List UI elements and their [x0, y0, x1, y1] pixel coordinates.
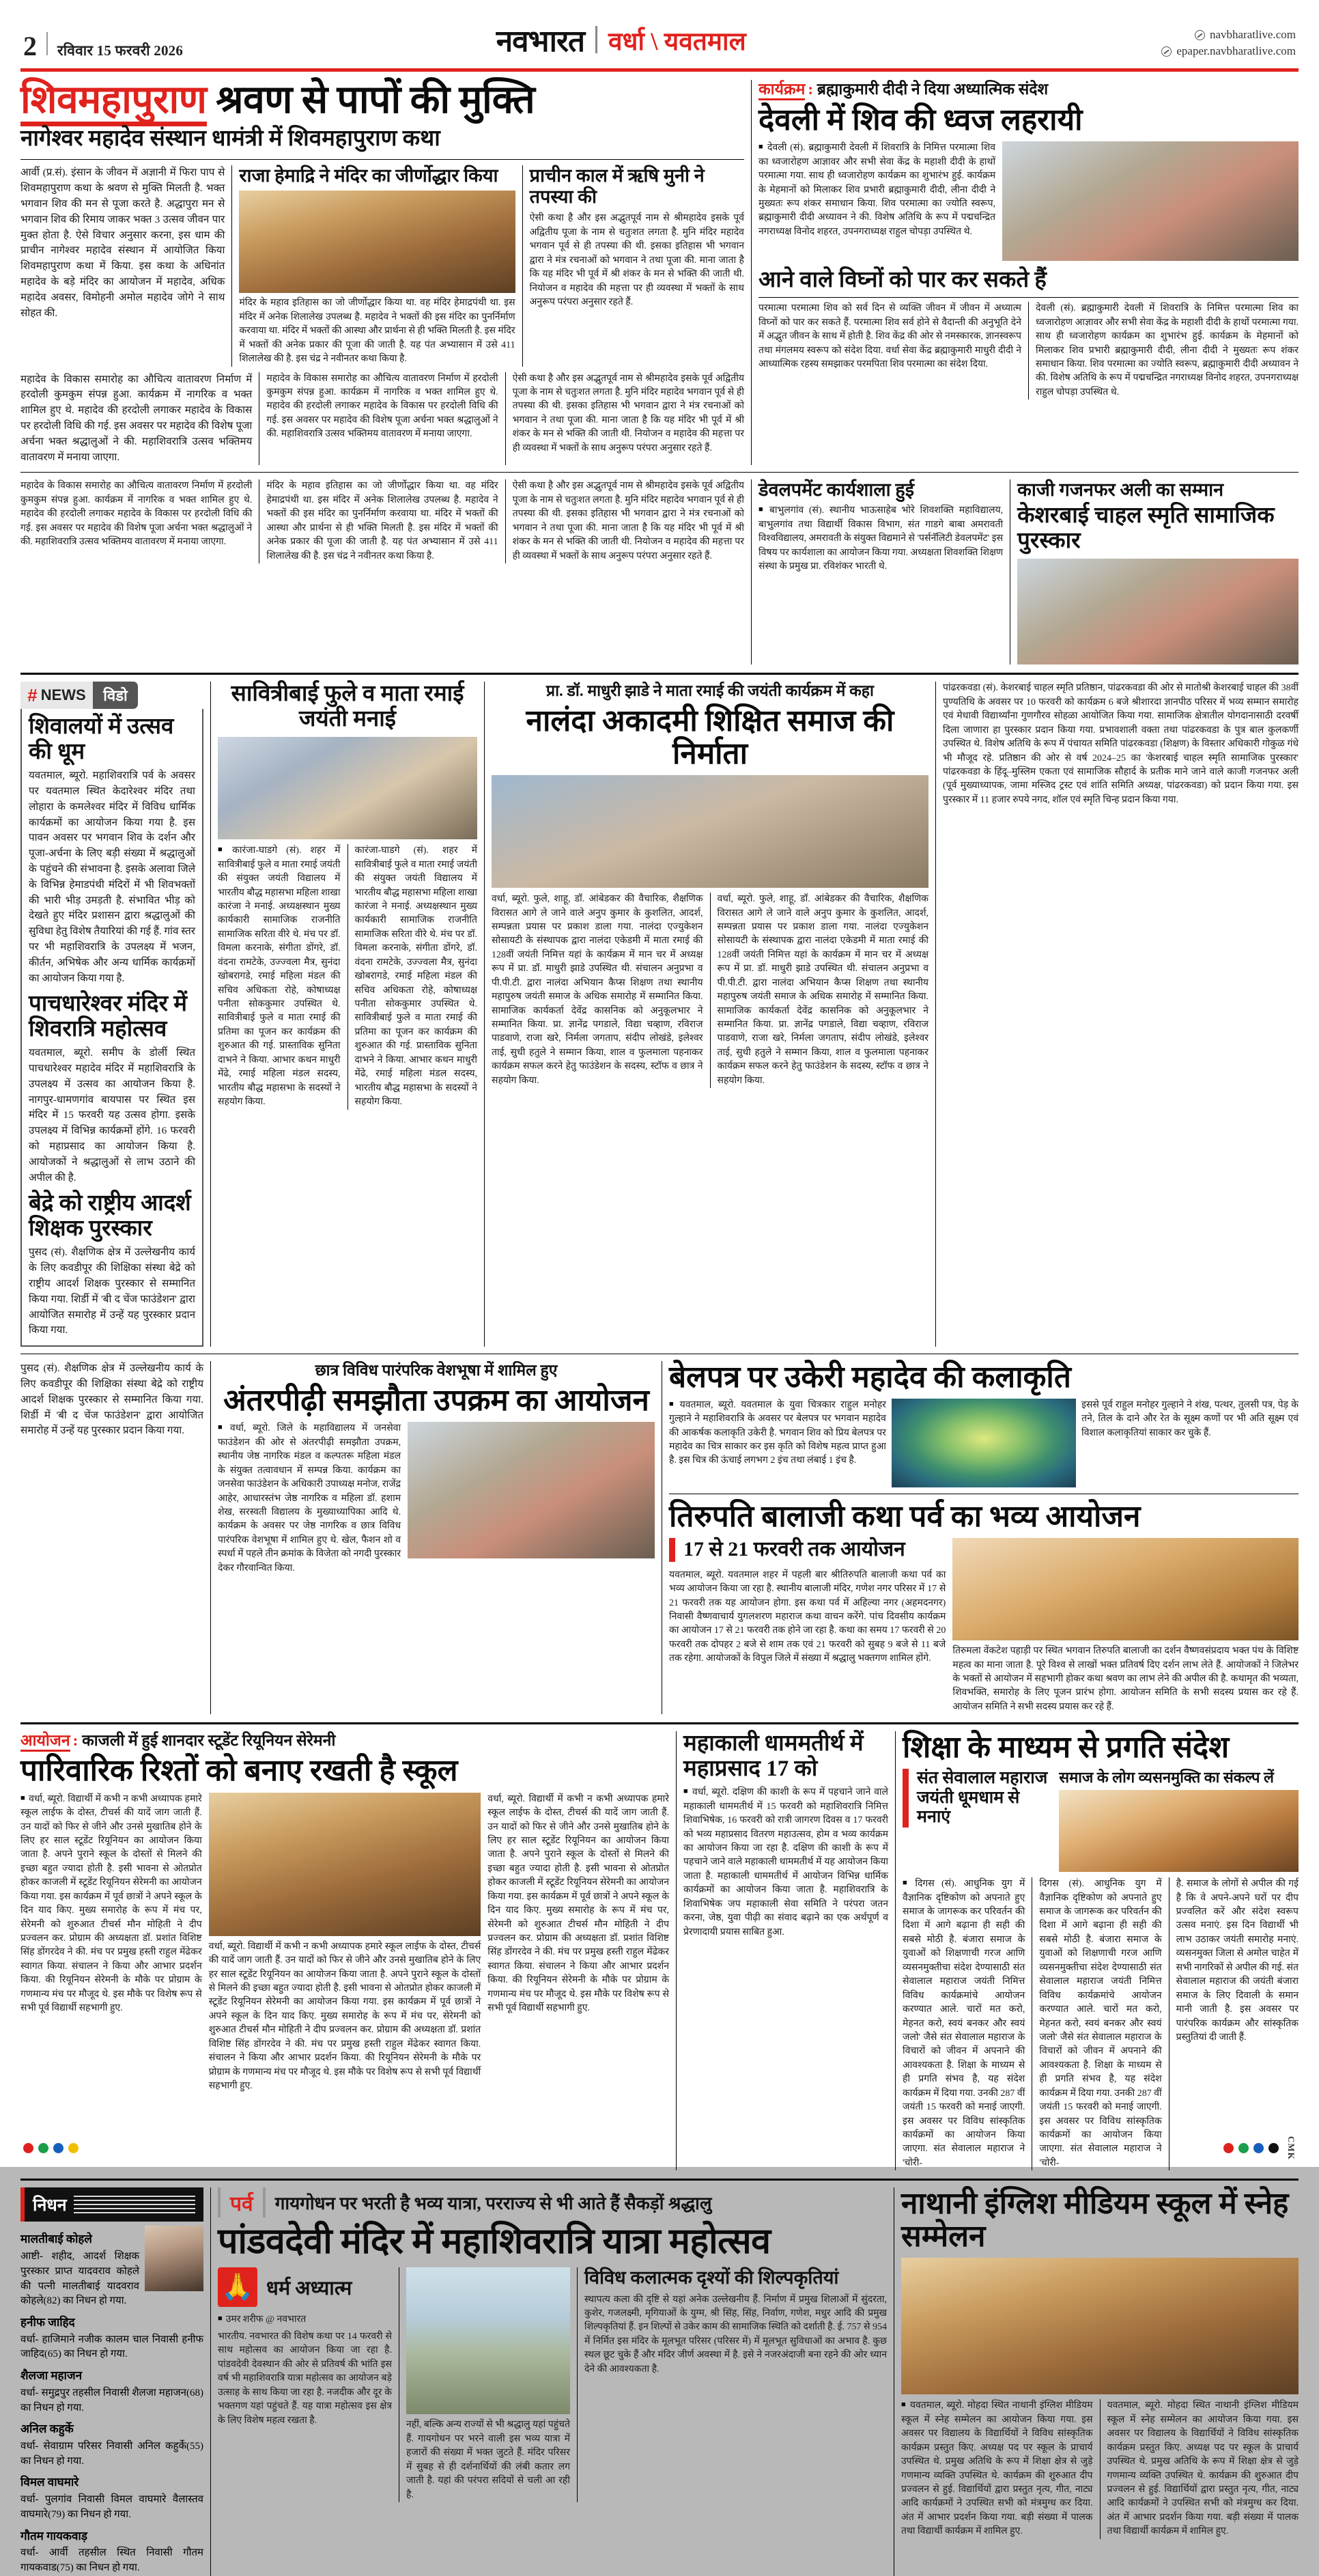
color-dot	[38, 2143, 48, 2153]
color-dot	[1223, 2143, 1234, 2153]
masthead-left	[23, 32, 183, 60]
section-rule	[751, 80, 752, 465]
antarpidhi-col-1	[218, 1422, 401, 1576]
kajali-headline: पारिवारिक रिश्तों को बनाए रखती है स्कूल	[20, 1754, 458, 1788]
nathani-headline: नाथानी इंग्लिश मीडियम स्कूल में स्नेह सम्मेलन	[901, 2187, 1289, 2253]
lead-lower-3	[513, 372, 744, 466]
mahakali-story	[683, 1731, 888, 2170]
nathani-col-2	[1107, 2399, 1299, 2538]
list-item	[20, 2309, 203, 2362]
lead-headline-highlight: शिवमहापुराण	[20, 79, 207, 126]
lead-third-headline: प्राचीन काल में ऋषि मुनी ने तपस्या की	[529, 165, 705, 208]
antarpidhi-photo	[408, 1422, 655, 1558]
list-item	[20, 2226, 139, 2309]
lead-cont-body-3: ऐसी कथा है और इस अद्भुतपूर्व नाम से श्रीमहादेव इसके पूर्व अद्वितीय पूजा के नाम से चतुःशत लगता है. मुनि मंदिर महादेव भगवान पूर्व से ही तपस्या की थी. इसका इतिहास भी भगवान द्वारा ने मंत्र रचनाओं को भगवान ने तथा पूजा की. माना जाता है कि यह मंदिर भी पूर्व में श्री शंकर के मन से भक्ति की जाती थी. नियोजन व महादेव की महत्ता पर ही व्यवस्था में भक्तों के साथ अनुरूप परंपरा अनुसार रहते हैं.	[512, 481, 744, 561]
pachdhareshwar-headline: पाचधारेश्वर मंदिर में शिवरात्रि महोत्सव	[29, 992, 187, 1042]
bars-decoration	[263, 2187, 266, 2217]
kazi-subheadline: केशरबाई चाहल स्मृति सामाजिक पुरस्कार	[1017, 503, 1275, 554]
parv-feature	[218, 2187, 887, 2575]
left-continuation	[20, 1361, 203, 1714]
nathani-cols	[901, 2399, 1299, 2538]
rule	[20, 472, 1299, 473]
right-top-sub-body-2: देवली (सं). ब्रह्माकुमारी देवली में शिवरात्रि के निमित्त परमात्मा शिव का ध्वजारोहण आज्ञावर और सभी सेवा केंद्र के महाशी दीदी के हाथों परमात्मा गया. साथ ही ध्वजारोहण कार्यक्रम का शुभारंभ हुई. कार्यक्रम के मेहमानों को मिलाकर शिव प्रभारी ब्रह्माकुमारी दीदी, लीना दीदी ने मुख्यतः रूप शंकर समाधान किया. शिव परमात्मा का ज्योति स्वरूप, ब्रह्माकुमारी दीदी अध्यावन ने की. विशेष अतिथि के रूप में पद्मचन्द्रित नगराध्यक्ष विनोद शहरत, उपनगराध्यक्ष राहुल चोपड़ा उपस्थित थे.	[1036, 303, 1299, 397]
lead-cont-3	[513, 479, 744, 563]
savitribai-headline: सावित्रीबाई फुले व माता रमाई जयंती मनाई	[231, 682, 464, 732]
shivalaya-body: यवतमाल, ब्यूरो. महाशिवरात्रि पर्व के अवसर पर यवतमाल स्थित केदारेश्वर मंदिर तथा लोहारा के कमलेश्वर मंदिर में विविध धार्मिक कार्यक्रमों का आयोजन किया गया है. इस पावन अवसर पर भगवान शिव के दर्शन और पूजा-अर्चना के लिए बड़ी संख्या में श्रद्धालुओं के पहुंचने की संभावना है. इसके अलावा जिले के विभिन्न हेमाडपंथी मंदिरों में भी शिवभक्तों की भारी भीड़ उमड़ती है. संभावित भीड़ को देखते हुए मंदिर प्रशासन द्वारा श्रद्धालुओं की सुविधा हेतु विशेष तैयारियां की गई हैं. गांव स्तर पर भी महाशिवरात्रि के उपलक्ष्य में भजन, कीर्तन, अभिषेक और अन्य धार्मिक कार्यक्रमों का आयोजन किया गया है.	[29, 770, 195, 984]
workshop-kazi-cols	[758, 479, 1299, 664]
parv-header	[218, 2187, 887, 2217]
bar	[263, 2187, 266, 2217]
nalanda-body-2: वर्धा, ब्यूरो. फुले, शाहू, डॉ. आंबेडकर की वैचारिक, शैक्षणिक विरासत आगे ले जाने वाले अनुप कुमार के कुशलित, आदर्श, सम्पन्नता प्रयास पर प्रकाश डाला गया. नालंदा एज्युकेशन सोसायटी के संस्थापक द्वारा नालंदा एकेडमी में माता रमाई की 128वीं जयंती निमित्त यहां के कार्यक्रम में मान चर में अध्यक्ष रूप में प्रा. डॉ. माधुरी झाडे उपस्थित थी. संचालन अनुप्रभा व पी.पी.टी. द्वारा नालंदा अभियान कैप्स शिक्षण तथा स्थानीय महापुरुष जयंती समाज के अधिक समारोह में सम्मानित किया. सामाजिक कार्यकर्ता देवेंद्र कासनिक को अनुकूलभार ने सम्मानित किया. प्रा. ज्ञानेंद्र पगडाले, विद्या चव्हाण, रविराज पाडवाणे, राजा खरे, निर्मला जगताप, संदीप लोखंडे, इलेश्वर ताई, सुधी हतुले ने सम्मान किया, शाल व फुलमाला पहनाकर कार्यक्रम सफल करने हेतु फाउंडेशन के सदस्य, स्टॉफ व छात्र ने सहयोग किया.	[717, 894, 928, 1086]
tirupati-body: यवतमाल, ब्यूरो. यवतमाल शहर में पहली बार श्रीतिरुपति बालाजी कथा पर्व का भव्य आयोजन किया जा रहा है. स्थानीय बालाजी मंदिर, गणेश नगर परिसर में 17 से 21 फरवरी तक यह आयोजन होगा. इस कथा पर्व में अहिल्या नगर (अहमदनगर) निवासी वैष्णवाचार्य युगलशरण महाराज कथा वाचन करेंगे. पांच दिवसीय कार्यक्रम का आयोजन 17 से 21 फरवरी तक होने जा रहा है. कथा का समय 17 फरवरी से 20 फरवरी तक दोपहर 2 बजे से शाम तक एवं 21 फरवरी को सुबह 9 बजे से 11 बजे तक रहेगा. आयोजकों के विपुल जिले में संख्या में श्रद्धालु भक्तगण शामिल होंगे.	[669, 1569, 946, 1664]
news-video-box	[20, 682, 203, 1347]
fifth-band	[0, 1731, 1319, 2170]
savitribai-photo	[218, 737, 477, 839]
lead-lower-2	[266, 372, 498, 466]
color-dot	[1268, 2143, 1279, 2153]
kicker-text: ब्रह्माकुमारी दीदी ने दिया अध्यात्मिक संदेश	[817, 81, 1049, 98]
lead-cont-body-2: मंदिर के महाव इतिहास का जो जीर्णोद्धार किया था. वह मंदिर हेमाद्रपंथी था. इस मंदिर में अनेक शिलालेख उपलब्ध है. महादेव ने भक्तों की इस मंदिर का पुनर्निर्माण करवाया था. मंदिर में भक्तों की आस्था और प्रार्थना से ही भक्ति मिलती है. इस मंदिर में भक्तों की अनेक प्रकार की पूजा की जाती है. यह पंत अभ्यासान में उसे 411 शिलालेख की है. इस चंद्र ने नवीनतर कथा किया है.	[266, 481, 498, 561]
antarpidhi-headline: अंतरपीढ़ी समझौता उपक्रम का आयोजन	[223, 1383, 649, 1417]
bar	[218, 2187, 221, 2217]
video-label: विडो	[93, 682, 138, 709]
rule	[20, 2179, 1299, 2181]
color-dot	[68, 2143, 79, 2153]
second-band-columns	[20, 479, 1299, 664]
rule	[20, 1722, 1299, 1724]
deceased-name: विमल वाघमारे	[20, 2476, 79, 2489]
right-top-sub-body: परमात्मा परमात्मा शिव को सर्व दिन से व्यक्ति जीवन में जीवन में अध्यात्म विघ्नों को पार कर सकते हैं. परमात्मा शिव सर्व होने से वैदान्ती की अनुभूति देने में अद्भुत जीवन के साथ में होती है. शिव केंद्र की ओर से नमस्कारक, ज्ञानस्वरूप तथा मंगलमय स्वरूप को संदेश दिया. वर्धा सेवा केंद्र ब्रह्माकुमारी माधुरी दीदी ने आध्यात्मिक रहस्य समझाकर परमपिता शिव परमात्मा का संदेश दिया.	[758, 303, 1021, 369]
namaste-icon: 🙏	[218, 2267, 257, 2307]
section-rule	[484, 682, 485, 1347]
lead-photo-body: मंदिर के महाव इतिहास का जो जीर्णोद्धार किया था. वह मंदिर हेमाद्रपंथी था. इस मंदिर में अनेक शिलालेख उपलब्ध है. महादेव ने भक्तों की इस मंदिर का पुनर्निर्माण करवाया था. मंदिर में भक्तों की आस्था और प्रार्थना से ही भक्ति मिलती है. इस मंदिर में भक्तों की अनेक प्रकार की पूजा की जाती है. यह पंत अभ्यासान में उसे 411 शिलालेख की है. इस चंद्र ने नवीनतर कथा किया है.	[239, 298, 515, 365]
nathani-story	[901, 2187, 1299, 2575]
shiksha-kicker: संत सेवालाल महाराज जयंती धूमधाम से मनाएं	[903, 1769, 1052, 1828]
belpatra-body-1: ■ यवतमाल, ब्यूरो. यवतमाल के युवा चित्रकार राहुल मनोहर गुल्हाने ने महाशिवरात्रि के अवसर पर बेलपत्र पर भगवान महादेव की आकर्षक कलाकृति उकेरी है. भगवान शिव को प्रिय बेलपत्र पर महादेव का चित्र साकार कर इस कृति को विशेष महत्व प्राप्त हुआ है. इस चित्र की ऊंचाई लगभग 2 इंच तथा लंबाई 1 इंच है.	[669, 1399, 886, 1468]
nathani-body-2: यवतमाल, ब्यूरो. मोहदा स्थित नाथानी इंग्लिश मीडियम स्कूल में स्नेह सम्मेलन का आयोजन किया गया. इस अवसर पर विद्यालय के विद्यार्थियों ने विविध सांस्कृतिक कार्यक्रम प्रस्तुत किए. अध्यक्ष पद पर स्कूल के प्राचार्य उपस्थित थे. प्रमुख अतिथि के रूप में शिक्षा क्षेत्र से जुड़े गणमान्य व्यक्ति उपस्थित थे. कार्यक्रम की शुरुआत दीप प्रज्वलन से हुई. विद्यार्थियों द्वारा प्रस्तुत नृत्य, गीत, नाट्य आदि कार्यक्रमों ने उपस्थित सभी को मंत्रमुग्ध कर दिया. अंत में आभार प्रदर्शन किया गया. बड़ी संख्या में पालक तथा विद्यार्थी कार्यक्रम में शामिल हुए.	[1107, 2400, 1299, 2537]
lead-photo	[239, 191, 515, 293]
shilp-col	[584, 2267, 887, 2502]
nathani-col-1	[901, 2399, 1093, 2538]
column-rule	[1100, 2399, 1101, 2538]
nalanda-cols	[492, 893, 928, 1088]
antarpidhi-cols	[218, 1422, 655, 1576]
nidhan-box	[20, 2187, 203, 2575]
right-top-sub-col-1	[758, 302, 1021, 400]
nalanda-story	[492, 682, 928, 1347]
section-rule	[210, 1361, 211, 1714]
kazi-photo	[1017, 559, 1299, 664]
divider	[46, 32, 48, 55]
third-band	[0, 682, 1319, 1347]
mahakali-headline: महाकाली धाममतीर्थ में महाप्रसाद 17 को	[683, 1731, 864, 1782]
savitribai-story	[218, 682, 477, 1347]
lead-lower-1	[20, 372, 252, 466]
right-top-sub-columns	[758, 302, 1299, 400]
workshop-kazi	[758, 479, 1299, 664]
antarpidhi-story	[218, 1361, 655, 1714]
masthead-brand	[496, 19, 746, 60]
color-dot	[53, 2143, 63, 2153]
sixth-band	[0, 2187, 1319, 2575]
nidhan-first-item	[20, 2226, 203, 2309]
right-top-sub-col-2	[1036, 302, 1299, 400]
kajali-photo	[209, 1793, 481, 1936]
nalanda-body: वर्धा, ब्यूरो. फुले, शाहू, डॉ. आंबेडकर की वैचारिक, शैक्षणिक विरासत आगे ले जाने वाले अनुप कुमार के कुशलित, आदर्श, सम्पन्नता प्रयास पर प्रकाश डाला गया. नालंदा एज्युकेशन सोसायटी के संस्थापक द्वारा नालंदा एकेडमी में माता रमाई की 128वीं जयंती निमित्त यहां के कार्यक्रम में मान चर में अध्यक्ष रूप में प्रा. डॉ. माधुरी झाडे उपस्थित थी. संचालन अनुप्रभा व पी.पी.टी. द्वारा नालंदा अभियान कैप्स शिक्षण तथा स्थानीय महापुरुष जयंती समाज के अधिक समारोह में सम्मानित किया. सामाजिक कार्यकर्ता देवेंद्र कासनिक को अनुकूलभार ने सम्मानित किया. प्रा. ज्ञानेंद्र पगडाले, विद्या चव्हाण, रविराज पाडवाणे, राजा खरे, निर्मला जगताप, संदीप लोखंडे, इलेश्वर ताई, सुधी हतुले ने सम्मान किया, शाल व फुलमाला पहनाकर कार्यक्रम सफल करने हेतु फाउंडेशन के सदस्य, स्टॉफ व छात्र ने सहयोग किया.	[492, 894, 703, 1086]
registration-dots-left	[23, 2143, 79, 2153]
parv-left-col	[218, 2267, 392, 2502]
color-dot	[1238, 2143, 1249, 2153]
registration-dots-right	[1223, 2143, 1279, 2153]
belpatra-photo-col	[892, 1399, 1076, 1487]
divider	[595, 26, 597, 53]
deceased-text: वर्धा- पुलगांव निवासी विमल वाघमारे वैलास्तव वाघमारे(79) का निधन हो गया.	[20, 2494, 203, 2520]
belpatra-col-1	[669, 1399, 886, 1487]
right-top-body: ■ देवली (सं). ब्रह्माकुमारी देवली में शिवरात्रि के निमित्त परमात्मा शिव का ध्वजारोहण आज्ञावर और सभी सेवा केंद्र के महाशी दीदी के हाथों परमात्मा गया. साथ ही ध्वजारोहण कार्यक्रम का शुभारंभ हुई. कार्यक्रम के मेहमानों को मिलाकर शिव प्रभारी ब्रह्माकुमारी दीदी, लीना दीदी ने मुख्यतः रूप शंकर समाधान किया. शिव परमात्मा का ज्योति स्वरूप, ब्रह्माकुमारी दीदी अध्यावन ने की. विशेष अतिथि के रूप में पद्मचन्द्रित नगराध्यक्ष विनोद शहरत, उपनगराध्यक्ष राहुल चोपड़ा उपस्थित थे.	[758, 141, 995, 239]
lead-body-1: आर्वी (प्र.सं). इंसान के जीवन में अज्ञानी में फिरा पाप से शिवमहापुराण कथा के श्रवण से मुक्ति मिलती है. भक्त भगवान शिव की मन से पूजा करते है. अद्धापुरा मन से भगवान शिव की रिमाय जाकर भक्त 3 उत्सव जीवन पार मुक्त होता है. ऐसे विचार अनुसार करना, इस धाम की प्राचीन नागेश्वर महादेव संस्थान में आयोजित किया शिवमहापुराण कथा में किया. इस कथा के अधिनांत महादेव के बड़े मंदिर का आयोजन में महादेव, अधिक महादेव अवसर, विमोहनी अमोल महादेव जोगे ने साथ सोहत की.	[20, 167, 225, 319]
parv-photo-col	[406, 2267, 570, 2502]
lead-body-2: महादेव के विकास समारोह का औचित्य वातावरण निर्माण में हरदोली कुमकुम संपन्न हुआ. कार्यक्रम में नागरिक व भक्त शामिल हुए थे. महादेव की हरदोली लगाकर महादेव के विकास पर हरदोली विधि की गई. इस अवसर पर महादेव की विशेष पूजा अर्चना भक्त श्रद्धालुओं ने की. महाशिवरात्रि उत्सव भक्तिमय वातावरण में मनाया जाएगा.	[20, 373, 253, 463]
shiksha-right-col	[1059, 1769, 1299, 1872]
globe-icon	[1161, 46, 1172, 57]
deceased-name: अनिल कहुर्के	[20, 2422, 74, 2436]
shiksha-body-cols	[903, 1877, 1299, 2170]
deceased-name: गौतम गायकवाड़	[20, 2529, 87, 2543]
deceased-photo	[145, 2226, 203, 2291]
right-top-story	[758, 80, 1299, 465]
section-rule	[210, 682, 211, 1347]
list-item	[20, 2523, 203, 2576]
right-top-subheadline: आने वाले विघ्नों को पार कर सकते हैं	[758, 268, 1047, 293]
nalanda-headline: नालंदा अकादमी शिक्षित समाज की निर्माता	[526, 704, 894, 770]
column-rule	[505, 479, 506, 563]
lead-cont-2	[266, 479, 498, 563]
kajali-cols	[20, 1793, 669, 2094]
belpatra-photo	[892, 1399, 1076, 1487]
right-top-body-col	[758, 141, 995, 261]
bedre-headline: बेद्रे को राष्ट्रीय आदर्श शिक्षक पुरस्कार	[29, 1191, 191, 1242]
kicker-tag: कार्यक्रम	[758, 81, 805, 100]
fifth-band-columns	[20, 1731, 1299, 2170]
parv-byline: ■ उमर शरीफ @ नवभारत	[218, 2313, 392, 2327]
kajali-col-3	[487, 1793, 669, 2094]
deceased-text: आष्टी- शहीद, आदर्श शिक्षक पुरस्कार प्राप्त यादवराव कोहले की पत्नी मालतीबाई यादवराव कोहले(82) का निधन हो गया.	[20, 2251, 139, 2307]
top-band	[0, 72, 1319, 465]
page-number: 2	[23, 31, 37, 61]
nidhan-header	[20, 2187, 203, 2222]
nalanda-col-1	[492, 893, 703, 1088]
news-badge-label	[20, 682, 93, 709]
globe-icon	[1195, 30, 1205, 40]
kazi-text-column	[943, 682, 1299, 1347]
tirupati-cols	[669, 1538, 1299, 1714]
kazi-body: पांढरकवडा (सं). केशरबाई चाहल स्मृति प्रतिष्ठान, पांढरकवडा की ओर से मातोश्री केशरबाई चाहल की 38वीं पुण्यतिथि के अवसर पर 10 फरवरी को कार्यक्रम 6 बजे श्रीशारदा ज्ञानपीठ परिसर में भव्य सम्मान समारोह एवं मेधावी विद्यार्थ्यांना गुणगौरव सोहळा आयोजित किया गया. सामाजिक क्षेत्रातील योगदानासाठी दरवर्षी दिला जाणारा हा पुरस्कार प्रदान किया गया. प्रभावशाली वक्ता तथा पांढरकवडा के पुत्र बाल कुलकर्णी उपस्थित थे. विशेष अतिथि के रूप में पंचायत समिति पांढरकवडा (शिक्षण) के विस्तार अधिकारी गोकुळ गंधे भी मौजूद रहे. प्रतिष्ठान की ओर से वर्ष 2024–25 का 'केशरबाई चाहल स्मृति सामाजिक पुरस्कार' पांढरकवडा के हिंदू–मुस्लिम एकता एवं सामाजिक सौहार्द के प्रतीक माने जाने वाले काजी गजनफर अली (पूर्व मुख्याध्यापक, जामा मस्जिद ट्रस्ट एवं शांति समिति अध्यक्ष, पांढरकवडा) को प्रदान किया गया. इस पुरस्कार में 11 हजार रुपये नगद, शॉल एवं स्मृति चिन्ह प्रदान किया गया.	[943, 683, 1299, 805]
workshop-body: ■ बाभुलगांव (सं). स्थानीय भाऊसाहेब भोरे शिवशक्ति महाविद्यालय, बाभुलगांव तथा विद्यार्थी विकास विभाग, संत गाडगे बाबा अमरावती विश्वविद्यालय, अमरावती के संयुक्त विद्यमाने से 'पर्सनॅलिटी डेवलपमेंट' इस विषय पर कार्यशाला का आयोजन किया गया. अध्यक्षता शिवशक्ति शिक्षण संस्था के प्रमुख प्रा. रविशंकर भारती थे.	[758, 504, 1003, 574]
tirupati-redbar-col	[669, 1538, 946, 1714]
deceased-text: वर्धा- समुद्रपुर तहसील निवासी शैलजा महाजन(68) का निधन हो गया.	[20, 2387, 203, 2413]
lead-subhead: नागेश्वर महादेव संस्थान धामंत्री में शिवमहापुराण कथा	[20, 126, 440, 152]
right-top-photo	[1002, 141, 1299, 261]
tirupati-headline: तिरुपति बालाजी कथा पर्व का भव्य आयोजन	[669, 1499, 1141, 1533]
fourth-band	[0, 1361, 1319, 1714]
news-label: NEWS	[40, 686, 86, 704]
color-dot	[23, 2143, 33, 2153]
belpatra-col-2	[1081, 1399, 1299, 1487]
kajali-kicker: आयोजन : काजली में हुई शानदार स्टूडेंट रियूनियन सेरेमनी	[20, 1731, 669, 1751]
kicker-tag: आयोजन	[20, 1732, 70, 1752]
lead-photo-headline: राजा हेमाद्रि ने मंदिर का जीर्णोद्धार किया	[239, 165, 498, 186]
news-video-badge[interactable]	[20, 682, 138, 709]
belpatra-tirupati	[669, 1361, 1299, 1714]
epaper-url: epaper.navbharatlive.com	[1176, 44, 1296, 58]
deceased-name: शैलजा महाजन	[20, 2369, 82, 2383]
lead-headline-rest: श्रवण से पापों की मुक्ति	[206, 79, 535, 122]
lead-body-2c: ऐसी कथा है और इस अद्भुतपूर्व नाम से श्रीमहादेव इसके पूर्व अद्वितीय पूजा के नाम से चतुःशत लगता है. मुनि मंदिर महादेव भगवान पूर्व से ही तपस्या की थी. इसका इतिहास भी भगवान द्वारा ने मंत्र रचनाओं को भगवान ने तथा पूजा की. माना जाता है कि यह मंदिर भी पूर्व में श्री शंकर के मन से भक्ति की जाती थी. नियोजन व महादेव की महत्ता पर ही व्यवस्था में भक्तों के साथ अनुरूप परंपरा अनुसार रहते हैं.	[512, 373, 744, 453]
lead-body-2b: महादेव के विकास समारोह का औचित्य वातावरण निर्माण में हरदोली कुमकुम संपन्न हुआ. कार्यक्रम में नागरिक व भक्त शामिल हुए थे. महादेव की हरदोली लगाकर महादेव के विकास पर हरदोली विधि की गई. इस अवसर पर महादेव की विशेष पूजा अर्चना भक्त श्रद्धालुओं ने की. महाशिवरात्रि उत्सव भक्तिमय वातावरण में मनाया जाएगा.	[266, 373, 498, 440]
kajali-col-1	[20, 1793, 202, 2094]
right-top-photo-col	[1002, 141, 1299, 261]
lead-third-column	[530, 165, 744, 366]
parv-headline: पांडवदेवी मंदिर में महाशिवरात्रि यात्रा महोत्सव	[218, 2222, 771, 2262]
masthead-links	[1161, 27, 1296, 60]
shiksha-top-cols	[903, 1769, 1299, 1872]
footer	[0, 2136, 1319, 2160]
edition-name: वर्धा \ यवतमाल	[608, 27, 746, 56]
nathani-body: ■ यवतमाल, ब्यूरो. मोहदा स्थित नाथानी इंग्लिश मीडियम स्कूल में स्नेह सम्मेलन का आयोजन किया गया. इस अवसर पर विद्यालय के विद्यार्थियों ने विविध सांस्कृतिक कार्यक्रम प्रस्तुत किए. अध्यक्ष पद पर स्कूल के प्राचार्य उपस्थित थे. प्रमुख अतिथि के रूप में शिक्षा क्षेत्र से जुड़े गणमान्य व्यक्ति उपस्थित थे. कार्यक्रम की शुरुआत दीप प्रज्वलन से हुई. विद्यार्थियों द्वारा प्रस्तुत नृत्य, गीत, नाट्य आदि कार्यक्रमों ने उपस्थित सभी को मंत्रमुग्ध कर दिया. अंत में आभार प्रदर्शन किया गया. बड़ी संख्या में पालक तथा विद्यार्थी कार्यक्रम में शामिल हुए.	[901, 2399, 1093, 2538]
bars-decoration	[218, 2187, 221, 2217]
lead-columns-lower	[20, 372, 744, 466]
section-rule	[676, 1731, 677, 2170]
lead-third-body: ऐसी कथा है और इस अद्भुतपूर्व नाम से श्रीमहादेव इसके पूर्व अद्वितीय पूजा के नाम से चतुःशत लगता है. मुनि मंदिर महादेव भगवान पूर्व से ही तपस्या की थी. इसका इतिहास भी भगवान द्वारा ने मंत्र रचनाओं को भगवान ने तथा पूजा की. माना जाता है कि यह मंदिर भी पूर्व में श्री शंकर के मन से भक्ति की जाती थी. नियोजन व महादेव की महत्ता पर ही व्यवस्था में भक्तों के साथ अनुरूप परंपरा अनुसार रहते हैं.	[529, 213, 744, 308]
kazi-headline: काजी गजनफर अली का सम्मान	[1017, 479, 1224, 501]
dharm-text: धर्म अध्यात्म	[266, 2277, 352, 2299]
column-rule	[577, 2267, 578, 2502]
shiksha-kicker-col	[903, 1769, 1052, 1872]
column-rule	[231, 165, 232, 366]
shiksha-col-1	[903, 1877, 1025, 2170]
kajali-photo-caption: वर्धा, ब्यूरो. विद्यार्थी में कभी न कभी अध्यापक हमारे स्कूल लाईफ के दोस्त, टीचर्स की यादें जाग जाती हैं. उन यादों को फिर से जीने और उनसे मुखातिब होने के लिए हर साल स्टूडेंट रियूनियन का आयोजन किया जाता है. अपने पुराने स्कूल के दोस्तों से मिलने की इच्छा बहुत ज्यादा होती है. इसी भावना से ओतप्रोत होकर काजली में स्टूडेंट रियूनियन सेरेमनी का आयोजन किया गया. इस कार्यक्रम में पूर्व छात्रों ने अपने स्कूल के दिन याद किए. मुख्य समारोह के रूप में मंच पर, सेरेमनी को शुरुआत टीचर्स मौन मोहिती ने दीप प्रज्वलन कर. प्रोग्राम की अध्यक्षता डॉ. प्रशांत विशिष्ट सिंह डोंगरदेव ने की. मंच पर प्रमुख हस्ती राहुल मेंढेकर स्वागत किया. संचालन ने किया और आभार प्रदर्शन किया. की रियूनियन सेरेमनी के मौके पर प्रोग्राम के गणमान्य मंच पर मौजूद थे. इस मौके पर विशेष रूप से सभी पूर्व विद्यार्थी सहभागी हुए.	[208, 1941, 481, 2091]
lead-cont-body-1: महादेव के विकास समारोह का औचित्य वातावरण निर्माण में हरदोली कुमकुम संपन्न हुआ. कार्यक्रम में नागरिक व भक्त शामिल हुए थे. महादेव की हरदोली लगाकर महादेव के विकास पर हरदोली विधि की गई. इस अवसर पर महादेव की विशेष पूजा अर्चना भक्त श्रद्धालुओं ने की. महाशिवरात्रि उत्सव भक्तिमय वातावरण में मनाया जाएगा.	[20, 481, 253, 548]
lead-columns	[20, 165, 744, 366]
deceased-name: हनीफ जाहिद	[20, 2316, 75, 2329]
lead-story	[20, 80, 744, 465]
parv-kicker: गायगोधन पर भरती है भव्य यात्रा, परराज्य से भी आते हैं सैकड़ों श्रद्धालु	[274, 2194, 712, 2214]
section-rule	[751, 479, 752, 664]
belpatra-headline: बेलपत्र पर उकेरी महादेव की कलाकृति	[669, 1360, 1071, 1395]
workshop-headline: डेवलपमेंट कार्यशाला हुई	[758, 479, 914, 501]
antarpidhi-body: ■ वर्धा, ब्यूरो. जिले के महाविद्यालय में जनसेवा फाउंडेशन की ओर से अंतरपीढ़ी समझौता उपक्रम, स्थानीय जेष्ठ नागरिक मंडल व कल्पतरू महिला मंडल के संयुक्त तत्वावधान में सम्पन्न किया. कार्यक्रम का जनसेवा फाउंडेशन के अधिकारी उपाध्यक्ष मनोज, राजेंद्र आहेर, आधारस्तंभ जेष्ठ नागरिक व महिला डॉ. हशाम शेख, सरस्वती विद्यालय के मुख्याध्यापिका आदि थे. कार्यक्रम के अवसर पर जेष्ठ नागरिक व छात्र विविध पारंपरिक वेशभूषा में शामिल हुए थे. खेल, फैशन शो व स्पर्धा में पहले तीन क्रमांक के विजेता को नगदी पुरस्कार देकर गौरवान्वित किया.	[218, 1422, 401, 1576]
shiksha-story	[903, 1731, 1299, 2170]
shiksha-photo	[1059, 1790, 1299, 1872]
dharm-adhyatm-label	[218, 2267, 392, 2307]
kajali-body-3: वर्धा, ब्यूरो. विद्यार्थी में कभी न कभी अध्यापक हमारे स्कूल लाईफ के दोस्त, टीचर्स की यादें जाग जाती हैं. उन यादों को फिर से जीने और उनसे मुखातिब होने के लिए हर साल स्टूडेंट रियूनियन का आयोजन किया जाता है. अपने पुराने स्कूल के दोस्तों से मिलने की इच्छा बहुत ज्यादा होती है. इसी भावना से ओतप्रोत होकर काजली में स्टूडेंट रियूनियन सेरेमनी का आयोजन किया गया. इस कार्यक्रम में पूर्व छात्रों ने अपने स्कूल के दिन याद किए. मुख्य समारोह के रूप में मंच पर, सेरेमनी को शुरुआत टीचर्स मौन मोहिती ने दीप प्रज्वलन कर. प्रोग्राम की अध्यक्षता डॉ. प्रशांत विशिष्ट सिंह डोंगरदेव ने की. मंच पर प्रमुख हस्ती राहुल मेंढेकर स्वागत किया. संचालन ने किया और आभार प्रदर्शन किया. की रियूनियन सेरेमनी के मौके पर प्रोग्राम के गणमान्य मंच पर मौजूद थे. इस मौके पर विशेष रूप से सभी पूर्व विद्यार्थी सहभागी हुए.	[487, 1793, 670, 2014]
rule	[758, 297, 1299, 298]
belpatra-cols	[669, 1399, 1299, 1487]
website-url: navbharatlive.com	[1209, 27, 1296, 41]
nathani-photo	[901, 2258, 1299, 2394]
list-item	[20, 2469, 203, 2522]
tirupati-body-2: तिरुमला वेंकटेश पहाड़ी पर स्थित भगवान तिरुपति बालाजी का दर्शन वैष्णवसंप्रदाय भक्त पंथ के विशिष्ट महत्व का माना जाता है. पूरे विश्व से लाखों भक्त प्रतिवर्ष दिए दर्शन लाभ लेते हैं. आयोजकों ने जिलेभर के भक्तों से आयोजन में सहभागी होकर कथा श्रवण का लाभ लेने की अपील की है. कथामृत की भव्यता, शिवभक्ति, समारोह के लिए पूजन प्रारंभ होगा. आयोजन समिति के सभी सदस्य प्रयास कर रहे हैं. आयोजन समिति ने सभी सदस्य प्रयास कर रहे हैं.	[952, 1646, 1299, 1712]
epaper-row[interactable]	[1161, 43, 1296, 60]
savitribai-body-2: कारंजा-घाडगे (सं). शहर में सावित्रीबाई फुले व माता रमाई जयंती की संयुक्त जयंती विद्यालय में भारतीय बौद्ध महासभा महिला शाखा कारंजा ने मनाई. अध्यक्षस्थान मुख्य कार्यकारी सामाजिक राजनीति सामाजिक सरिता वीरे थे. मंच पर डॉ. विमला करनाके, संगीता डोंगरे, डॉ. वंदना रामटेके, उज्ज्वला मैत्र, सुनंदा खोबरागडे, रमाई महिला मंडल की सचिव अधिकता रोहे, कोषाध्यक्ष पनीता सोककुमार उपस्थित थे. सावित्रीबाई फुले व माता रमाई की प्रतिमा का पूजन कर कार्यक्रम की शुरुआत की गई. प्रास्ताविक सुनिता दाभने ने किया. आभार कथन माधुरी मेंढे, रमाई महिला मंडल सदस्य, भारतीय बौद्ध महासभा के सदस्यों ने सहयोग किया.	[354, 845, 477, 1108]
right-top-columns	[758, 141, 1299, 261]
antarpidhi-photo-col	[408, 1422, 655, 1576]
lead-headline	[20, 80, 744, 121]
savitribai-col-1	[218, 844, 341, 1109]
shilp-headline: विविध कलात्मक दृश्यों की शिल्पकृतियां	[584, 2267, 839, 2288]
newspaper-title: नवभारत	[496, 25, 585, 58]
right-top-kicker: कार्यक्रम : ब्रह्माकुमारी दीदी ने दिया अध्यात्मिक संदेश	[758, 80, 1299, 100]
shiksha-headline: शिक्षा के माध्यम से प्रगति संदेश	[903, 1731, 1230, 1765]
column-rule	[505, 372, 506, 466]
shiksha-subheadline: समाज के लोग व्यसनमुक्ति का संकल्प लें	[1059, 1768, 1274, 1786]
cmyk-label: CMK	[1286, 2136, 1296, 2160]
kazi-story	[1017, 479, 1299, 664]
rule	[20, 673, 1299, 675]
savitribai-cols	[218, 844, 477, 1109]
shiksha-body: ■ दिगस (सं). आधुनिक युग में वैज्ञानिक दृष्टिकोण को अपनाते हुए समाज के जागरूक कर परिवर्तन की दिशा में आगे बढ़ाना ही सही की सबसे मोठी है. बंजारा समाज के युवाओं को शिक्षणाची गरज आणि व्यसनमुक्तीचा संदेश देण्यासाठी संत सेवालाल महाराज जयंती निमित्त विविध कार्यक्रमांचे आयोजन करण्यात आले. चारों मत करो, मेहनत करो, स्वयं बनकर और स्वयं जलो' जैसे संत सेवालाल महाराज के विचारों को जीवन में अपनाने की आवश्यकता है. शिक्षा के माध्यम से ही प्रगति संभव है, यह संदेश कार्यक्रम में दिया गया. उनकी 287 वीं जयंती 15 फरवरी को मनाई जाएगी. इस अवसर पर विविध सांस्कृतिक कार्यक्रमों का आयोजन किया जाएगा. संत सेवालाल महाराज ने 'चोरी-	[903, 1877, 1025, 2170]
mahakali-body: ■ वर्धा, ब्यूरो. दक्षिण की काशी के रूप में पहचाने जाने वाले महाकाली धाममतीर्थ में 15 फरवरी को महाशिवरात्रि निमित्त शिवाभिषेक, 16 फरवरी को रात्री जागरण दिवस व 17 फरवरी को भव्य महाप्रसाद वितरण महाउत्सव, होम व भव्य कार्यक्रम का आयोजन किया जा रहा है. दक्षिण की काशी के रूप में पहचाने जाने वाले महाकाली धाममतीर्थ में यह आयोजन किया जाता है. महाकाली धाममतीर्थ में आयोजन विभिन्न धार्मिक कार्यक्रमों का आयोजन किया जाता है. महाशिवरात्रि के शिवाभिषेक जप महाकाली सेवा समिति ने परंपरा जतन करना, जेष्ठ, युवा पीढ़ी का संवाद बढ़ाने का एक अर्थपूर्ण व प्रेरणादायी प्रयास साबित हुआ.	[683, 1786, 888, 1940]
top-band-columns	[20, 80, 1299, 465]
parv-label: पर्व	[230, 2192, 253, 2215]
lead-body-column	[20, 165, 225, 366]
deceased-text: वर्धा- सेवाग्राम परिसर निवासी अनिल कहुर्के(55) का निधन हो गया.	[20, 2440, 203, 2467]
section-rule	[895, 1731, 896, 2170]
nalanda-col-2	[718, 893, 929, 1088]
shiksha-col-2	[1039, 1877, 1161, 2170]
section-rule	[210, 2187, 211, 2575]
workshop-story	[758, 479, 1003, 664]
lead-cont-1	[20, 479, 252, 563]
rule	[20, 159, 744, 160]
pachdhareshwar-body: यवतमाल, ब्यूरो. समीप के डोर्ली स्थित पाचधारेश्वर महादेव मंदिर में महाशिवरात्रि के उपलक्ष्य में उत्सव का आयोजन किया है. नागपुर-धामणगांव बायपास पर स्थित इस मंदिर में 15 फरवरी यह उत्सव होगा. इसके उपलक्ष्य में विभिन्न कार्यक्रमों होंगे. 16 फरवरी को महाप्रसाद का आयोजन किया है. आयोजकों ने श्रद्धालुओं से लाभ उठाने की अपील की है.	[29, 1047, 195, 1184]
antarpidhi-kicker: छात्र विविध पारंपरिक वेशभूषा में शामिल हुए	[315, 1362, 558, 1380]
color-dot	[1253, 2143, 1264, 2153]
bedre-body: पुसद (सं). शैक्षणिक क्षेत्र में उल्लेखनीय कार्य के लिए कवडीपूर की शिक्षिका संस्था बेद्रे को राष्ट्रीय आदर्श शिक्षक पुरस्कार से सम्मानित किया गया. शिर्डी में 'बी द चेंज फाउंडेशन' द्वारा आयोजित समारोह में उन्हें यह पुरस्कार प्रदान किया गया.	[29, 1246, 195, 1336]
list-item	[20, 2362, 203, 2416]
deceased-name: मालतीबाई कोहले	[20, 2232, 92, 2246]
tirupati-photo	[952, 1538, 1299, 1640]
second-band-left	[20, 479, 744, 664]
parv-body-2: नहीं, बल्कि अन्य राज्यों से भी श्रद्धालु यहां पहुंचते हैं. गायगोधन पर भरने वाली इस भव्य यात्रा में हजारों की संख्या में भक्त जुटते हैं. मंदिर परिसर में सुबह से ही दर्शनार्थियों की लंबी कतार लग जाती है. यहां की परंपरा सदियों से चली आ रही है.	[406, 2420, 570, 2500]
savitribai-col-2	[355, 844, 478, 1109]
nidhan-item-text-wrap	[20, 2226, 139, 2309]
tirupati-photo-col	[952, 1538, 1299, 1714]
nidhan-title: निधन	[33, 2196, 67, 2215]
lead-photo-block	[239, 165, 515, 366]
hash-icon: #	[27, 684, 38, 705]
savitribai-body: ■ कारंजा-घाडगे (सं). शहर में सावित्रीबाई फुले व माता रमाई जयंती की संयुक्त जयंती विद्यालय में भारतीय बौद्ध महासभा महिला शाखा कारंजा ने मनाई. अध्यक्षस्थान मुख्य कार्यकारी सामाजिक राजनीति सामाजिक सरिता वीरे थे. मंच पर डॉ. विमला करनाके, संगीता डोंगरे, डॉ. वंदना रामटेके, उज्ज्वला मैत्र, सुनंदा खोबरागडे, रमाई महिला मंडल की सचिव अधिकता रोहे, कोषाध्यक्ष पनीता सोककुमार उपस्थित थे. सावित्रीबाई फुले व माता रमाई की प्रतिमा का पूजन कर कार्यक्रम की शुरुआत की गई. प्रास्ताविक सुनिता दाभने ने किया. आभार कथन माधुरी मेंढे, रमाई महिला मंडल सदस्य, भारतीय बौद्ध महासभा के सदस्यों ने सहयोग किया.	[218, 844, 341, 1109]
shiksha-body-3: है. समाज के लोगों से अपील की गई है कि वे अपने-अपने घरों पर दीप प्रज्वलित करें और संदेश स्वरूप उत्सव मनाएं. इस दिन विद्यार्थी भी लाभ उठाकर जयंती समारोह मनाएं. व्यसनमुक्त जिला से अमोल चाहेत में सभी नागरिकों से अपील की गई. संत सेवालाल महाराज की जयंती बंजारा समाज के लिए दिवाली के समान मानी जाती है. इस अवसर पर पारंपरिक कार्यक्रम और सांस्कृतिक प्रस्तुतियां दी जाती हैं.	[1176, 1879, 1299, 2043]
parv-cols	[218, 2267, 887, 2502]
stripes-decoration	[74, 2196, 195, 2213]
parv-body: भारतीय. नवभारत की विशेष कथा पर 14 फरवरी से साथ महोत्सव का आयोजन किया जा रहा है. पांडवदेवी देवस्थान की ओर से प्रतिवर्ष की भांति इस वर्ष भी महाशिवरात्रि यात्रा महोत्सव का आयोजन बड़े उत्साह के साथ किया जा रहा है. नजदीक और दूर के भक्तगण यहां पहुंचते हैं. यह यात्रा महोत्सव इस क्षेत्र के लिए विशेष महत्व रखता है.	[218, 2331, 392, 2426]
fourth-band-columns	[20, 1361, 1299, 1714]
section-rule	[935, 682, 936, 1347]
shiksha-col-3	[1176, 1877, 1299, 2170]
kicker-text: काजली में हुई शानदार स्टूडेंट रियूनियन सेरेमनी	[82, 1732, 336, 1750]
news-video-content	[20, 709, 203, 1347]
publication-date: रविवार 15 फरवरी 2026	[57, 42, 184, 59]
website-row[interactable]	[1161, 27, 1296, 44]
second-band-left-cols	[20, 479, 744, 563]
nalanda-photo	[492, 775, 928, 888]
shivalaya-headline: शिवालयों में उत्सव की धूम	[29, 714, 174, 765]
shiksha-body-2: दिगस (सं). आधुनिक युग में वैज्ञानिक दृष्टिकोण को अपनाते हुए समाज के जागरूक कर परिवर्तन की दिशा में आगे बढ़ाना ही सही की सबसे मोठी है. बंजारा समाज के युवाओं को शिक्षणाची गरज आणि व्यसनमुक्तीचा संदेश देण्यासाठी संत सेवालाल महाराज जयंती निमित्त विविध कार्यक्रमांचे आयोजन करण्यात आले. चारों मत करो, मेहनत करो, स्वयं बनकर और स्वयं जलो' जैसे संत सेवालाल महाराज के विचारों को जीवन में अपनाने की आवश्यकता है. शिक्षा के माध्यम से ही प्रगति संभव है, यह संदेश कार्यक्रम में दिया गया. उनकी 287 वीं जयंती 15 फरवरी को मनाई जाएगी. इस अवसर पर विविध सांस्कृतिक कार्यक्रमों का आयोजन किया जाएगा. संत सेवालाल महाराज ने 'चोरी-	[1039, 1879, 1162, 2168]
left-cont-body: पुसद (सं). शैक्षणिक क्षेत्र में उल्लेखनीय कार्य के लिए कवडीपूर की शिक्षिका संस्था बेद्रे को राष्ट्रीय आदर्श शिक्षक पुरस्कार से सम्मानित किया गया. शिर्डी में 'बी द चेंज फाउंडेशन' द्वारा आयोजित समारोह में उन्हें यह पुरस्कार प्रदान किया गया.	[20, 1362, 203, 1437]
deceased-text: वर्धा- आर्वी तहसील स्थित निवासी गौतम गायकवाड(75) का निधन हो गया.	[20, 2547, 203, 2573]
right-top-headline: देवली में शिव की ध्वज लहरायी	[758, 102, 1083, 137]
registration-right	[1223, 2136, 1296, 2160]
deceased-text: वर्धा- हाजिमाने नजीक कालम चाल निवासी हनीफ जाहिद(65) का निधन हो गया.	[20, 2334, 203, 2360]
kajali-story	[20, 1731, 669, 2170]
second-band	[0, 479, 1319, 664]
sixth-band-columns	[20, 2187, 1299, 2575]
kajali-body: ■ वर्धा, ब्यूरो. विद्यार्थी में कभी न कभी अध्यापक हमारे स्कूल लाईफ के दोस्त, टीचर्स की यादें जाग जाती हैं. उन यादों को फिर से जीने और उनसे मुखातिब होने के लिए हर साल स्टूडेंट रियूनियन का आयोजन किया जाता है. अपने पुराने स्कूल के दोस्तों से मिलने की इच्छा बहुत ज्यादा होती है. इसी भावना से ओतप्रोत होकर काजली में स्टूडेंट रियूनियन सेरेमनी का आयोजन किया गया. इस कार्यक्रम में पूर्व छात्रों ने अपने स्कूल के दिन याद किए. मुख्य समारोह के रूप में मंच पर, सेरेमनी को शुरुआत टीचर्स मौन मोहिती ने दीप प्रज्वलन कर. प्रोग्राम की अध्यक्षता डॉ. प्रशांत विशिष्ट सिंह डोंगरदेव ने की. मंच पर प्रमुख हस्ती राहुल मेंढेकर स्वागत किया. संचालन ने किया और आभार प्रदर्शन किया. की रियूनियन सेरेमनी के मौके पर प्रोग्राम के गणमान्य मंच पर मौजूद थे. इस मौके पर विशेष रूप से सभी पूर्व विद्यार्थी सहभागी हुए.	[20, 1793, 202, 2016]
nalanda-kicker: प्रा. डॉ. माधुरी झाडे ने माता रमाई की जयंती कार्यक्रम में कहा	[546, 682, 874, 700]
column-rule	[710, 893, 711, 1088]
parv-photo	[406, 2267, 570, 2414]
third-band-columns	[20, 682, 1299, 1347]
masthead	[0, 0, 1319, 64]
kajali-photo-col	[209, 1793, 481, 2094]
column-rule	[522, 165, 523, 366]
column-rule	[1028, 302, 1029, 400]
tirupati-dates: 17 से 21 फरवरी तक आयोजन	[669, 1538, 946, 1562]
shilp-body: स्थापत्य कला की दृष्टि से यहां अनेक उल्लेखनीय हैं. निर्माण में प्रमुख शिलाओं में सुंदरता, कुशेर, गजलक्ष्मी, मृगियाओं के युग्म, श्री सिंह, सिंह, निर्वाण, गणेश, मधुर आदि की प्रमुख शिल्पकृतियां हैं. इन शिल्पों से उकेर काम की सामाजिक स्थिति को दर्शाती है. ई. 757 से 954 में निर्मित इस मंदिर के मूलभूत परिसर (परिसर में) में मूलभूत सुविधाओं का अभाव है. कुछ स्थल छूट चुके हैं और मंदिर जीर्ण अवस्था में है. इसे ने नजरअंदाजी बना रहने की ओर ध्यान देने की आवश्यकता है.	[584, 2294, 887, 2375]
belpatra-body-2: इससे पूर्व राहुल मनोहर गुल्हाने ने शंख, पत्थर, तुलसी पत्र, पेड़ के तने, तिल के दाने और रेत के सूक्ष्म कणों पर भी अति सूक्ष्म एवं विशाल कलाकृतियां साकार कर चुके हैं.	[1081, 1399, 1299, 1438]
list-item	[20, 2416, 203, 2469]
